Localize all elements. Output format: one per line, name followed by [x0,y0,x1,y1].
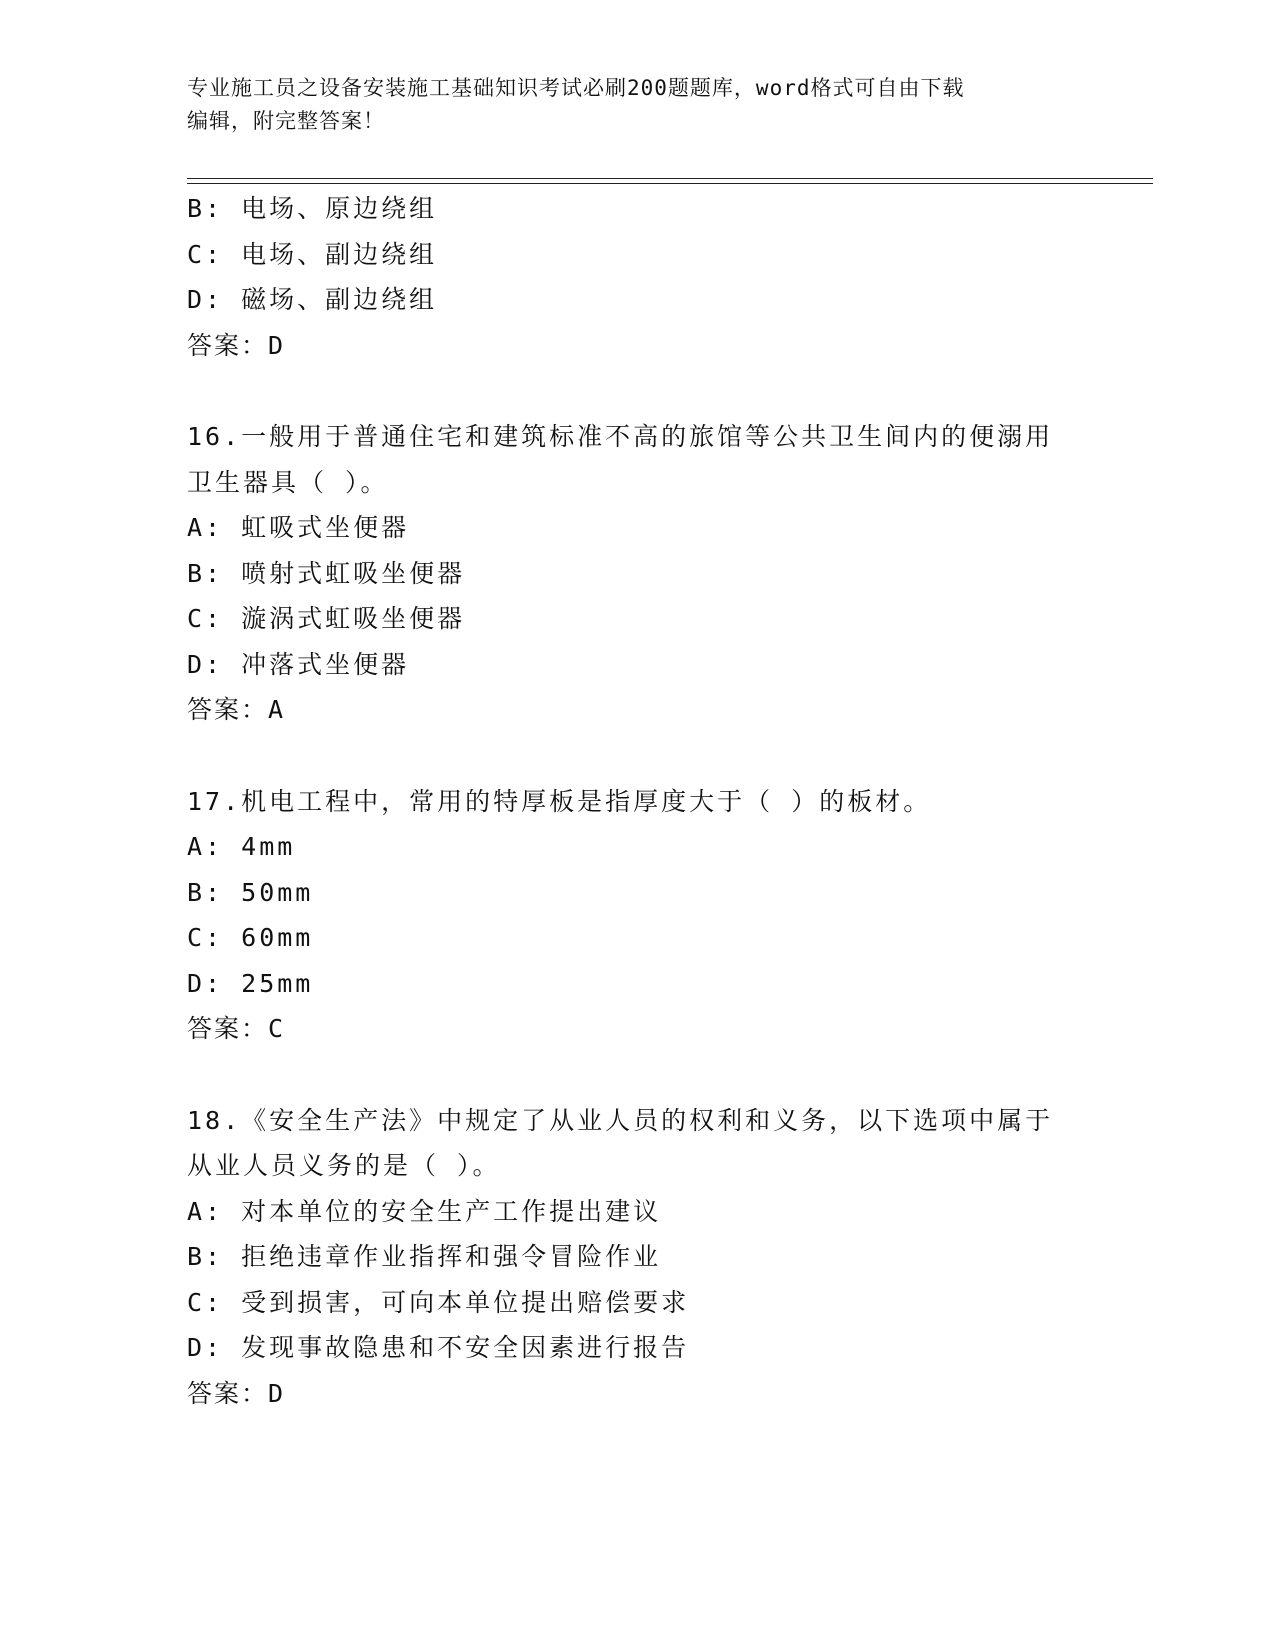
option-c: C: 受到损害，可向本单位提出赔偿要求 [187,1287,690,1317]
option-a: A: 对本单位的安全生产工作提出建议 [187,1196,662,1226]
option-d: D: 25mm [187,968,314,998]
question-list [187,186,1087,1416]
option-b: B: 电场、原边绕组 [187,194,438,223]
spacer [187,733,1087,779]
question-16 [187,414,1087,733]
spacer [187,1052,1087,1098]
question-18 [187,1098,1087,1417]
question-17 [187,779,1087,1052]
question-stem-cont: 从业人员义务的是（ ）。 [187,1151,501,1180]
option-a: A: 虹吸式坐便器 [187,513,410,542]
option-a: A: 4mm [187,832,296,861]
option-b: B: 拒绝违章作业指挥和强令冒险作业 [187,1242,662,1271]
question-stem-cont: 卫生器具（ ）。 [187,467,389,497]
question-stem: 17.机电工程中，常用的特厚板是指厚度大于（ ）的板材。 [187,786,932,816]
spacer [187,368,1087,414]
option-d: D: 磁场、副边绕组 [187,285,438,314]
header-line-1: 专业施工员之设备安装施工基础知识考试必刷200题题库，word格式可自由下载 [187,76,965,100]
answer: 答案：D [187,330,286,360]
option-c: C: 60mm [187,923,314,952]
option-c: C: 电场、副边绕组 [187,239,438,269]
answer: 答案：A [187,695,286,724]
question-stem: 18.《安全生产法》中规定了从业人员的权利和义务，以下选项中属于 [187,1105,1054,1135]
answer: 答案：C [187,1014,286,1043]
option-b: B: 喷射式虹吸坐便器 [187,558,466,588]
question-stem: 16.一般用于普通住宅和建筑标准不高的旅馆等公共卫生间内的便溺用 [187,422,1054,451]
option-d: D: 发现事故隐患和不安全因素进行报告 [187,1333,690,1362]
header-divider [187,178,1153,184]
option-c: C: 漩涡式虹吸坐便器 [187,604,466,633]
option-d: D: 冲落式坐便器 [187,649,410,679]
page-header [187,72,1087,138]
header-line-2: 编辑，附完整答案！ [187,109,385,133]
question-15 [187,186,1087,368]
option-b: B: 50mm [187,877,314,907]
answer: 答案：D [187,1378,286,1408]
